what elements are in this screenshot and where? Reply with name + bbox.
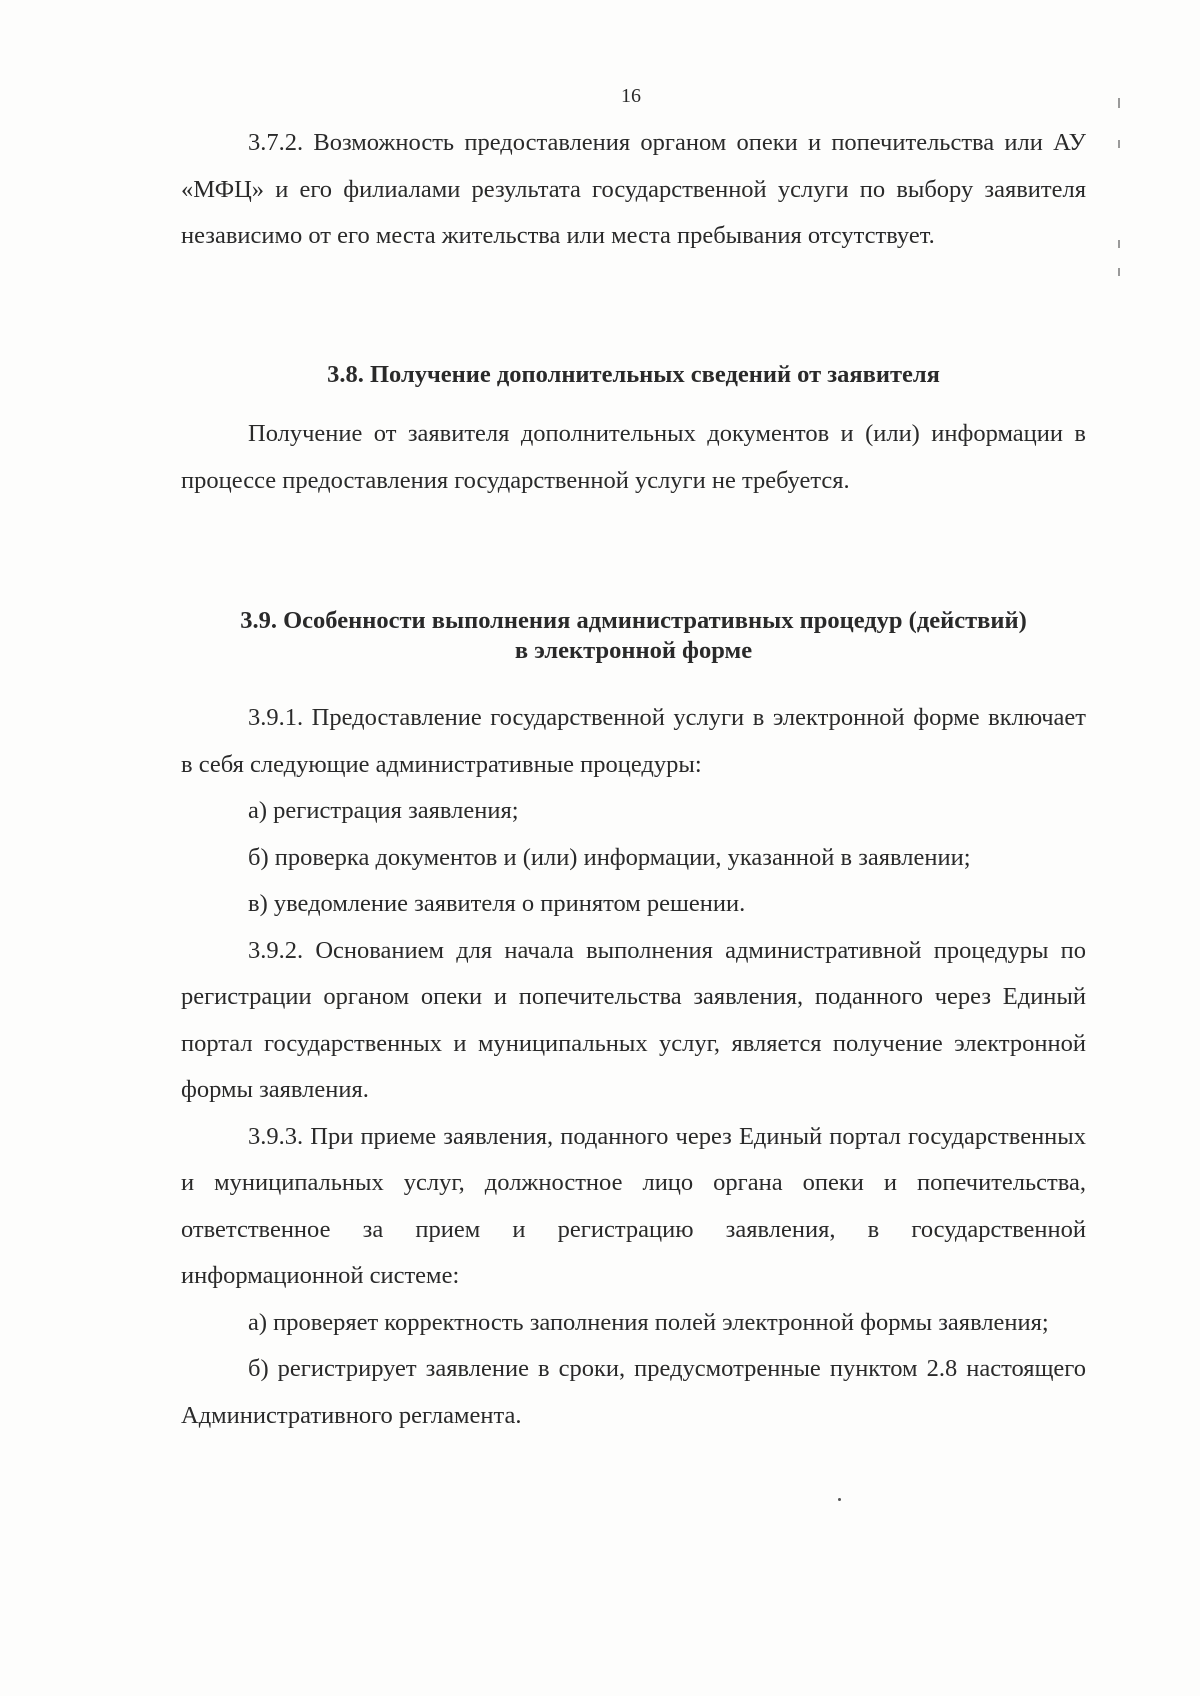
paragraph-3-9-3: 3.9.3. При приеме заявления, поданного через Единый портал государственных и муниципальных услуг, должностное лицо органа опеки и попечительства, ответственное за прием и регистрацию заявления, в государственной информационной системе:: [181, 1122, 1086, 1289]
heading-3-8: [181, 360, 1086, 390]
paragraph-3-7-2: 3.7.2. Возможность предоставления органом опеки и попечительства или АУ «МФЦ» и его филиалами результата государственной услуги по выбору заявителя независимо от его места жительства или места пребывания отсутствует.: [181, 129, 1086, 249]
paragraph-3-9-1: 3.9.1. Предоставление государственной услуги в электронной форме включает в себя следующие административные процедуры:: [181, 704, 1086, 778]
list-item-a: а) регистрация заявления;: [248, 797, 519, 824]
heading-3-8-text: 3.8. Получение дополнительных сведений от заявителя: [327, 361, 940, 388]
section-3-9: [181, 695, 1086, 1439]
scan-dot: [838, 1498, 841, 1501]
paragraph-3-9-3-item-a: а) проверяет корректность заполнения полей электронной формы заявления;: [248, 1308, 1049, 1336]
heading-3-9-line-1: 3.9. Особенности выполнения административных процедур (действий): [240, 607, 1027, 634]
scan-mark: [1118, 240, 1120, 248]
paragraph-3-9-2: 3.9.2. Основанием для начала выполнения административной процедуры по регистрации органом опеки и попечительства заявления, поданного через Единый портал государственных и муниципальных услуг, является получение электронной формы заявления.: [181, 936, 1086, 1103]
section-3-8: [181, 411, 1086, 504]
section-3-7-2: [181, 120, 1086, 260]
page-number: 16: [621, 85, 641, 107]
scan-mark: [1118, 268, 1120, 276]
scan-mark: [1118, 140, 1120, 148]
heading-3-9: [181, 606, 1086, 666]
scan-mark: [1118, 98, 1120, 108]
list-item-b: б) проверка документов и (или) информации, указанной в заявлении;: [248, 843, 971, 871]
list-item-c: в) уведомление заявителя о принятом решении.: [248, 890, 746, 917]
paragraph-3-8: Получение от заявителя дополнительных документов и (или) информации в процессе предоставления государственной услуги не требуется.: [181, 420, 1086, 494]
heading-3-9-line-2: в электронной форме: [514, 637, 753, 664]
paragraph-3-9-3-item-b: б) регистрирует заявление в сроки, предусмотренные пунктом 2.8 настоящего Административного регламента.: [181, 1355, 1086, 1429]
